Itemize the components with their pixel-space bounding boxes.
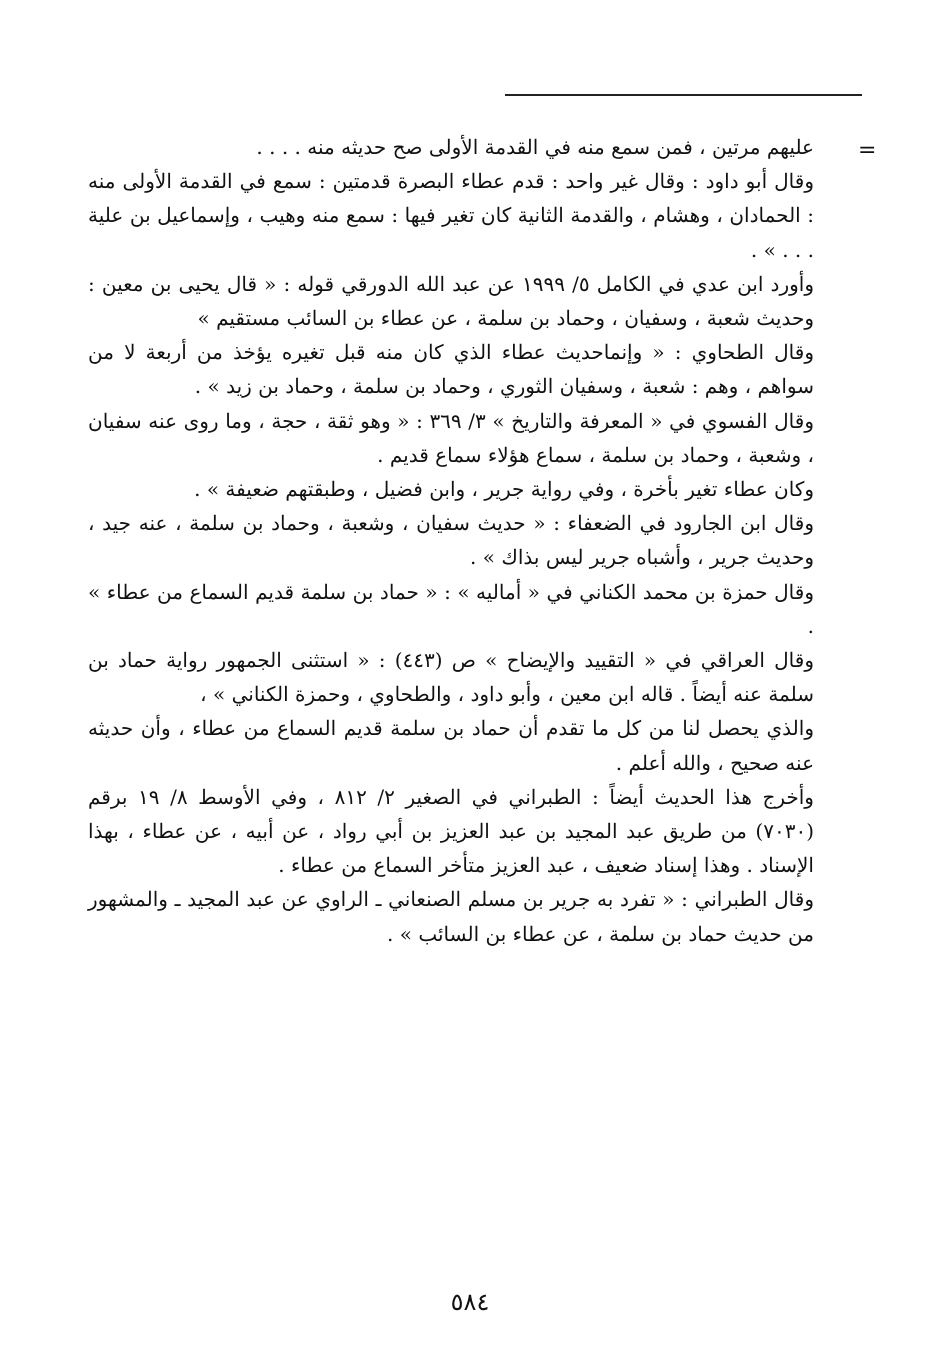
paragraph: وقال الطبراني : « تفرد به جرير بن مسلم الصنعاني ـ الراوي عن عبد المجيد ـ والمشهور من حديث حماد بن سلمة ، عن عطاء بن السائب » . — [88, 887, 814, 946]
paragraph: وأورد ابن عدي في الكامل ٥/ ١٩٩٩ عن عبد الله الدورقي قوله : « قال يحيى بن معين : وحديث شعبة ، وسفيان ، وحماد بن سلمة ، عن عطاء بن السائب مستقيم » — [88, 271, 814, 331]
paragraph: وكان عطاء تغير بأخرة ، وفي رواية جرير ، وابن فضيل ، وطبقتهم ضعيفة » . — [194, 477, 814, 502]
paragraph: وأخرج هذا الحديث أيضاً : الطبراني في الصغير ٢/ ٨١٢ ، وفي الأوسط ٨/ ١٩ برقم (٧٠٣٠) من طريق عبد المجيد بن عبد العزيز بن أبي رواد ، عن أبيه ، عن عطاء ، بهذا الإسناد . وهذا إسناد ضعيف ، عبد العزيز متأخر السماع من عطاء . — [88, 784, 814, 878]
paragraph: وقال الفسوي في « المعرفة والتاريخ » ٣/ ٣٦٩ : « وهو ثقة ، حجة ، وما روى عنه سفيان ، وشعبة ، وحماد بن سلمة ، سماع هؤلاء سماع قديم . — [88, 408, 814, 467]
paragraph: وقال حمزة بن محمد الكناني في « أماليه » : « حماد بن سلمة قديم السماع من عطاء » . — [88, 579, 814, 638]
page-number: ٥٨٤ — [450, 1288, 490, 1316]
footnote-text-block — [88, 130, 814, 951]
paragraph: وقال أبو داود : وقال غير واحد : قدم عطاء البصرة قدمتين : سمع في القدمة الأولى منه : الحمادان ، وهشام ، والقدمة الثانية كان تغير فيها : سمع منه وهيب ، وإسماعيل بن علية . . . » . — [88, 169, 814, 262]
paragraph: عليهم مرتين ، فمن سمع منه في القدمة الأولى صح حديثه منه . . . . — [256, 135, 814, 159]
continuation-mark: = — [858, 138, 877, 163]
paragraph: وقال العراقي في « التقييد والإيضاح » ص (٤٤٣) : « استثنى الجمهور رواية حماد بن سلمة عنه أيضاً . قاله ابن معين ، وأبو داود ، والطحاوي ، وحمزة الكناني » ، — [88, 648, 814, 707]
paragraph: والذي يحصل لنا من كل ما تقدم أن حماد بن سلمة قديم السماع من عطاء ، وأن حديثه عنه صحيح ، والله أعلم . — [88, 716, 814, 775]
footnote-separator-rule — [505, 94, 862, 96]
paragraph: وقال ابن الجارود في الضعفاء : « حديث سفيان ، وشعبة ، وحماد بن سلمة ، عنه جيد ، وحديث جرير ، وأشباه جرير ليس بذاك » . — [88, 511, 814, 570]
paragraph: وقال الطحاوي : « وإنماحديث عطاء الذي كان منه قبل تغيره يؤخذ من أربعة لا من سواهم ، وهم : شعبة ، وسفيان الثوري ، وحماد بن سلمة ، وحماد بن زيد » . — [88, 340, 814, 399]
